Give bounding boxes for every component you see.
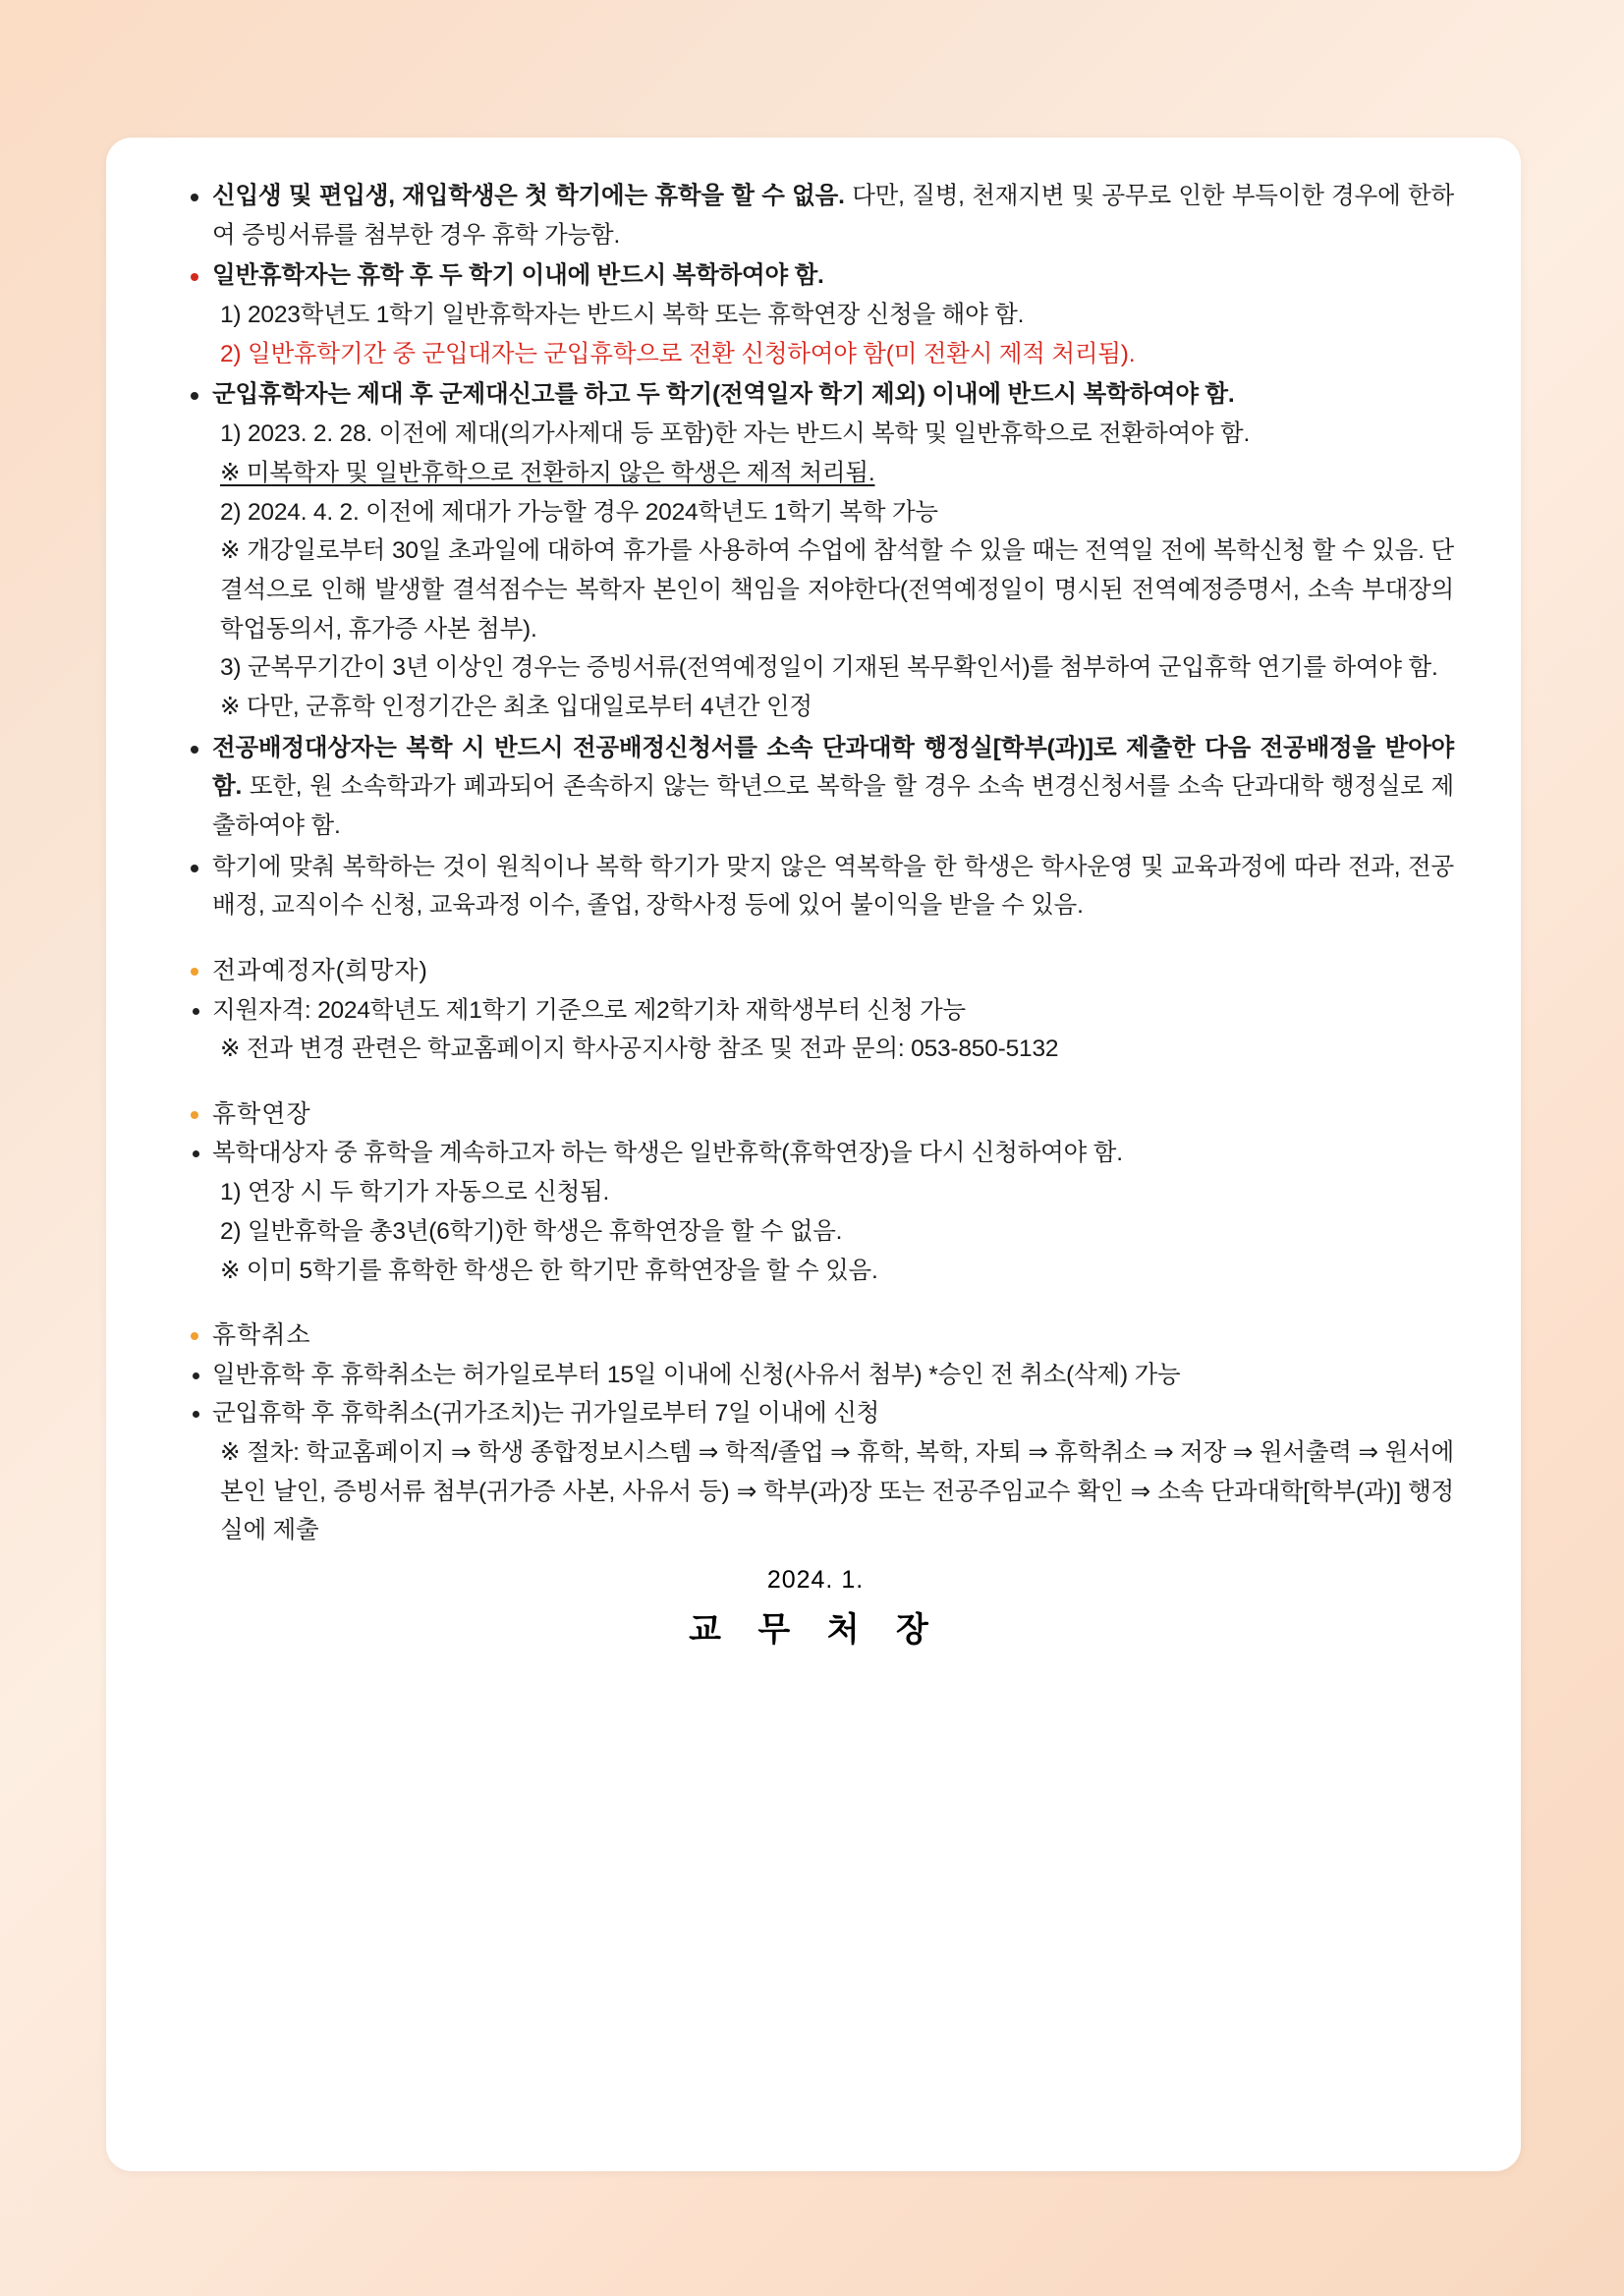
bullet-text-bold: 군입휴학자는 제대 후 군제대신고를 하고 두 학기(전역일자 학기 제외) 이내에 반드시 복학하여야 함.	[212, 381, 1235, 409]
bullet-text: 또한, 원 소속학과가 폐과되어 존속하지 않는 학년으로 복학을 할 경우 소속 변경신청서를 소속 단과대학 행정실로 제출하여야 함.	[212, 773, 1454, 839]
section-bullet: 지원자격: 2024학년도 제1학기 기준으로 제2학기차 재학생부터 신청 가능	[177, 991, 1454, 1031]
sub-item-underline-text: ※ 미복학자 및 일반휴학으로 전환하지 않은 학생은 제적 처리됨.	[220, 459, 875, 486]
section-note: ※ 이미 5학기를 휴학한 학생은 한 학기만 휴학연장을 할 수 있음.	[220, 1257, 878, 1284]
bullet-item	[177, 177, 1454, 254]
spacer	[177, 925, 1454, 951]
sub-item-highlight: 2) 일반휴학기간 중 군입대자는 군입휴학으로 전환 신청하여야 함(미 전환시 제적 처리됨).	[220, 340, 1136, 367]
bullet-text: 학기에 맞춰 복학하는 것이 원칙이나 복학 학기가 맞지 않은 역복학을 한 학생은 학사운영 및 교육과정에 따라 전과, 전공배정, 교직이수 신청, 교육과정 이수, 졸업, 장학사정 등에 있어 불이익을 받을 수 있음.	[212, 853, 1454, 920]
section-heading: 휴학취소	[177, 1316, 1454, 1356]
section-heading: 전과예정자(희망자)	[177, 951, 1454, 991]
section-heading: 휴학연장	[177, 1094, 1454, 1135]
spacer	[177, 1069, 1454, 1094]
bullet-item	[177, 729, 1454, 846]
bullet-item	[177, 256, 1454, 296]
sub-item: ※ 다만, 군휴학 인정기간은 최초 입대일로부터 4년간 인정	[220, 693, 812, 720]
sub-item: 1) 2023. 2. 28. 이전에 제대(의가사제대 등 포함)한 자는 반드시 복학 및 일반휴학으로 전환하여야 함.	[220, 420, 1251, 448]
bullet-item	[177, 375, 1454, 415]
bullet-item	[177, 848, 1454, 925]
section-bullet: 복학대상자 중 휴학을 계속하고자 하는 학생은 일반휴학(휴학연장)을 다시 신청하여야 함.	[177, 1134, 1454, 1173]
section-note: 2) 일반휴학을 총3년(6학기)한 학생은 휴학연장을 할 수 없음.	[220, 1217, 843, 1245]
sub-item: 1) 2023학년도 1학기 일반휴학자는 반드시 복학 또는 휴학연장 신청을 해야 함.	[220, 302, 1025, 329]
document-content	[177, 175, 1454, 1651]
footer-signature: 교 무 처 장	[689, 1611, 942, 1650]
sub-item-underline	[177, 454, 1454, 493]
bullet-text: 다만, 질병, 천재지변 및 공무로 인한 부득이한 경우에 한하여 증빙서류를 첨부한 경우 휴학 가능함.	[212, 183, 1454, 249]
section-bullet: 일반휴학 후 휴학취소는 허가일로부터 15일 이내에 신청(사유서 첨부) *승인 전 취소(삭제) 가능	[177, 1356, 1454, 1395]
section-note: ※ 절차: 학교홈페이지 ⇒ 학생 종합정보시스템 ⇒ 학적/졸업 ⇒ 휴학, 복학, 자퇴 ⇒ 휴학취소 ⇒ 저장 ⇒ 원서출력 ⇒ 원서에 본인 날인, 증빙서류 첨부(귀가증 사본, 사유서 등) ⇒ 학부(과)장 또는 전공주임교수 확인 ⇒ 소속 단과대학[학부(과)] 행정실에 제출	[220, 1439, 1454, 1544]
sub-item: 3) 군복무기간이 3년 이상인 경우는 증빙서류(전역예정일이 기재된 복무확인서)를 첨부하여 군입휴학 연기를 하여야 함.	[220, 654, 1438, 682]
sub-item: 2) 2024. 4. 2. 이전에 제대가 가능할 경우 2024학년도 1학기 복학 가능	[220, 498, 938, 526]
section-note: ※ 전과 변경 관련은 학교홈페이지 학사공지사항 참조 및 전과 문의: 053-850-5132	[220, 1036, 1059, 1063]
bullet-text-bold: 신입생 및 편입생, 재입학생은 첫 학기에는 휴학을 할 수 없음.	[212, 183, 845, 209]
bullet-text-bold: 일반휴학자는 휴학 후 두 학기 이내에 반드시 복학하여야 함.	[212, 262, 824, 290]
document-page	[106, 138, 1521, 2171]
bullet-text-bold: 전공배정대상자는 복학 시 반드시 전공배정신청서를 소속 단과대학 행정실[학부(과)]로 제출한 다음 전공배정을 받아야 함.	[212, 734, 1455, 801]
footer-date: 2024. 1.	[766, 1566, 865, 1595]
section-note: 1) 연장 시 두 학기가 자동으로 신청됨.	[220, 1179, 610, 1206]
spacer	[177, 1290, 1454, 1316]
sub-item: ※ 개강일로부터 30일 초과일에 대하여 휴가를 사용하여 수업에 참석할 수 있을 때는 전역일 전에 복학신청 할 수 있음. 단 결석으로 인해 발생할 결석점수는 복학자 본인이 책임을 저야한다(전역예정일이 명시된 전역예정증명서, 소속 부대장의 학업동의서, 휴가증 사본 첨부).	[220, 537, 1454, 643]
section-bullet: 군입휴학 후 휴학취소(귀가조치)는 귀가일로부터 7일 이내에 신청	[177, 1394, 1454, 1433]
